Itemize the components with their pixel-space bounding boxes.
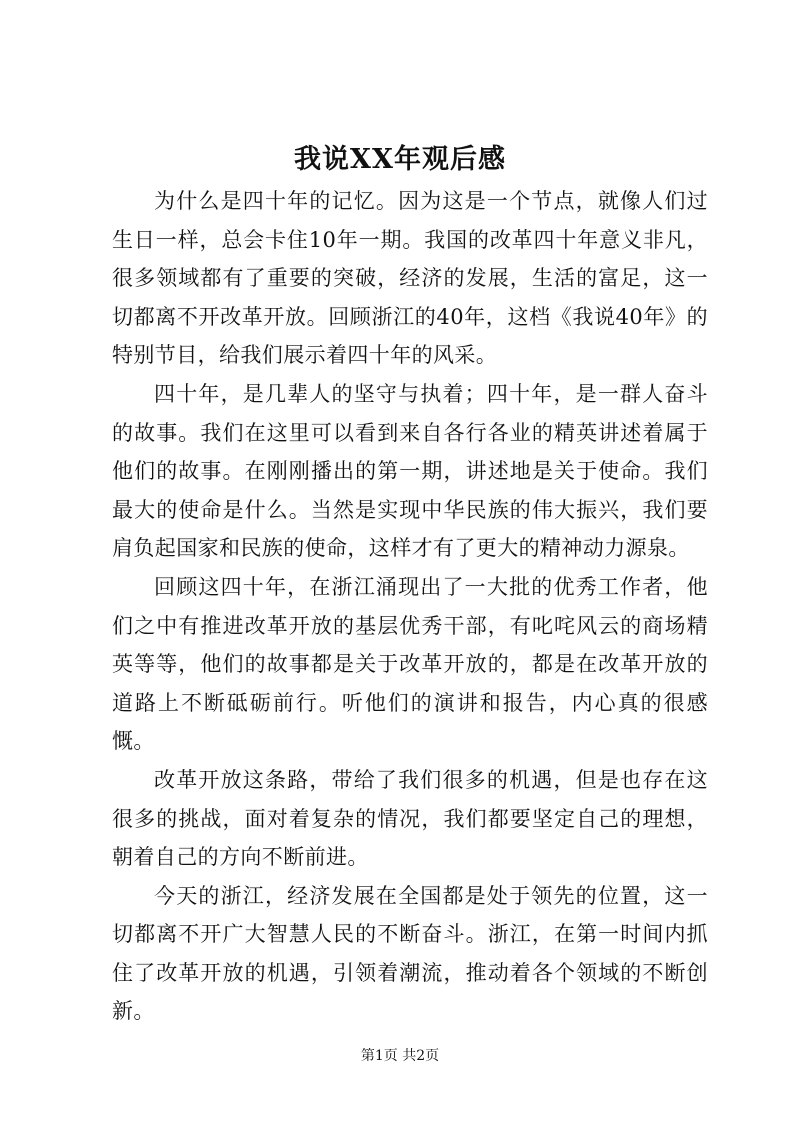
paragraph-5: 今天的浙江，经济发展在全国都是处于领先的位置，这一切都离不开广大智慧人民的不断奋斗。浙江，在第一时间内抓住了改革开放的机遇，引领着潮流，推动着各个领域的不断创新。 [112, 883, 708, 1024]
page-number-footer: 第1页 共2页 [360, 1048, 440, 1064]
paragraph-3: 回顾这四十年，在浙江涌现出了一大批的优秀工作者，他们之中有推进改革开放的基层优秀干部，有叱咤风云的商场精英等等，他们的故事都是关于改革开放的，都是在改革开放的道路上不断砥砺前行。听他们的演讲和报告，内心真的很感慨。 [112, 574, 708, 754]
document-title: 我说XX年观后感 [294, 144, 506, 175]
document-body [112, 182, 708, 1031]
paragraph-2: 四十年，是几辈人的坚守与执着；四十年，是一群人奋斗的故事。我们在这里可以看到来自各行各业的精英讲述着属于他们的故事。在刚刚播出的第一期，讲述地是关于使命。我们最大的使命是什么。当然是实现中华民族的伟大振兴，我们要肩负起国家和民族的使命，这样才有了更大的精神动力源泉。 [112, 381, 708, 561]
paragraph-4: 改革开放这条路，带给了我们很多的机遇，但是也存在这很多的挑战，面对着复杂的情况，我们都要坚定自己的理想，朝着自己的方向不断前进。 [112, 767, 708, 870]
paragraph-1: 为什么是四十年的记忆。因为这是一个节点，就像人们过生日一样，总会卡住10年一期。我国的改革四十年意义非凡，很多领域都有了重要的突破，经济的发展，生活的富足，这一切都离不开改革开放。回顾浙江的40年，这档《我说40年》的特别节目，给我们展示着四十年的风采。 [112, 189, 708, 368]
